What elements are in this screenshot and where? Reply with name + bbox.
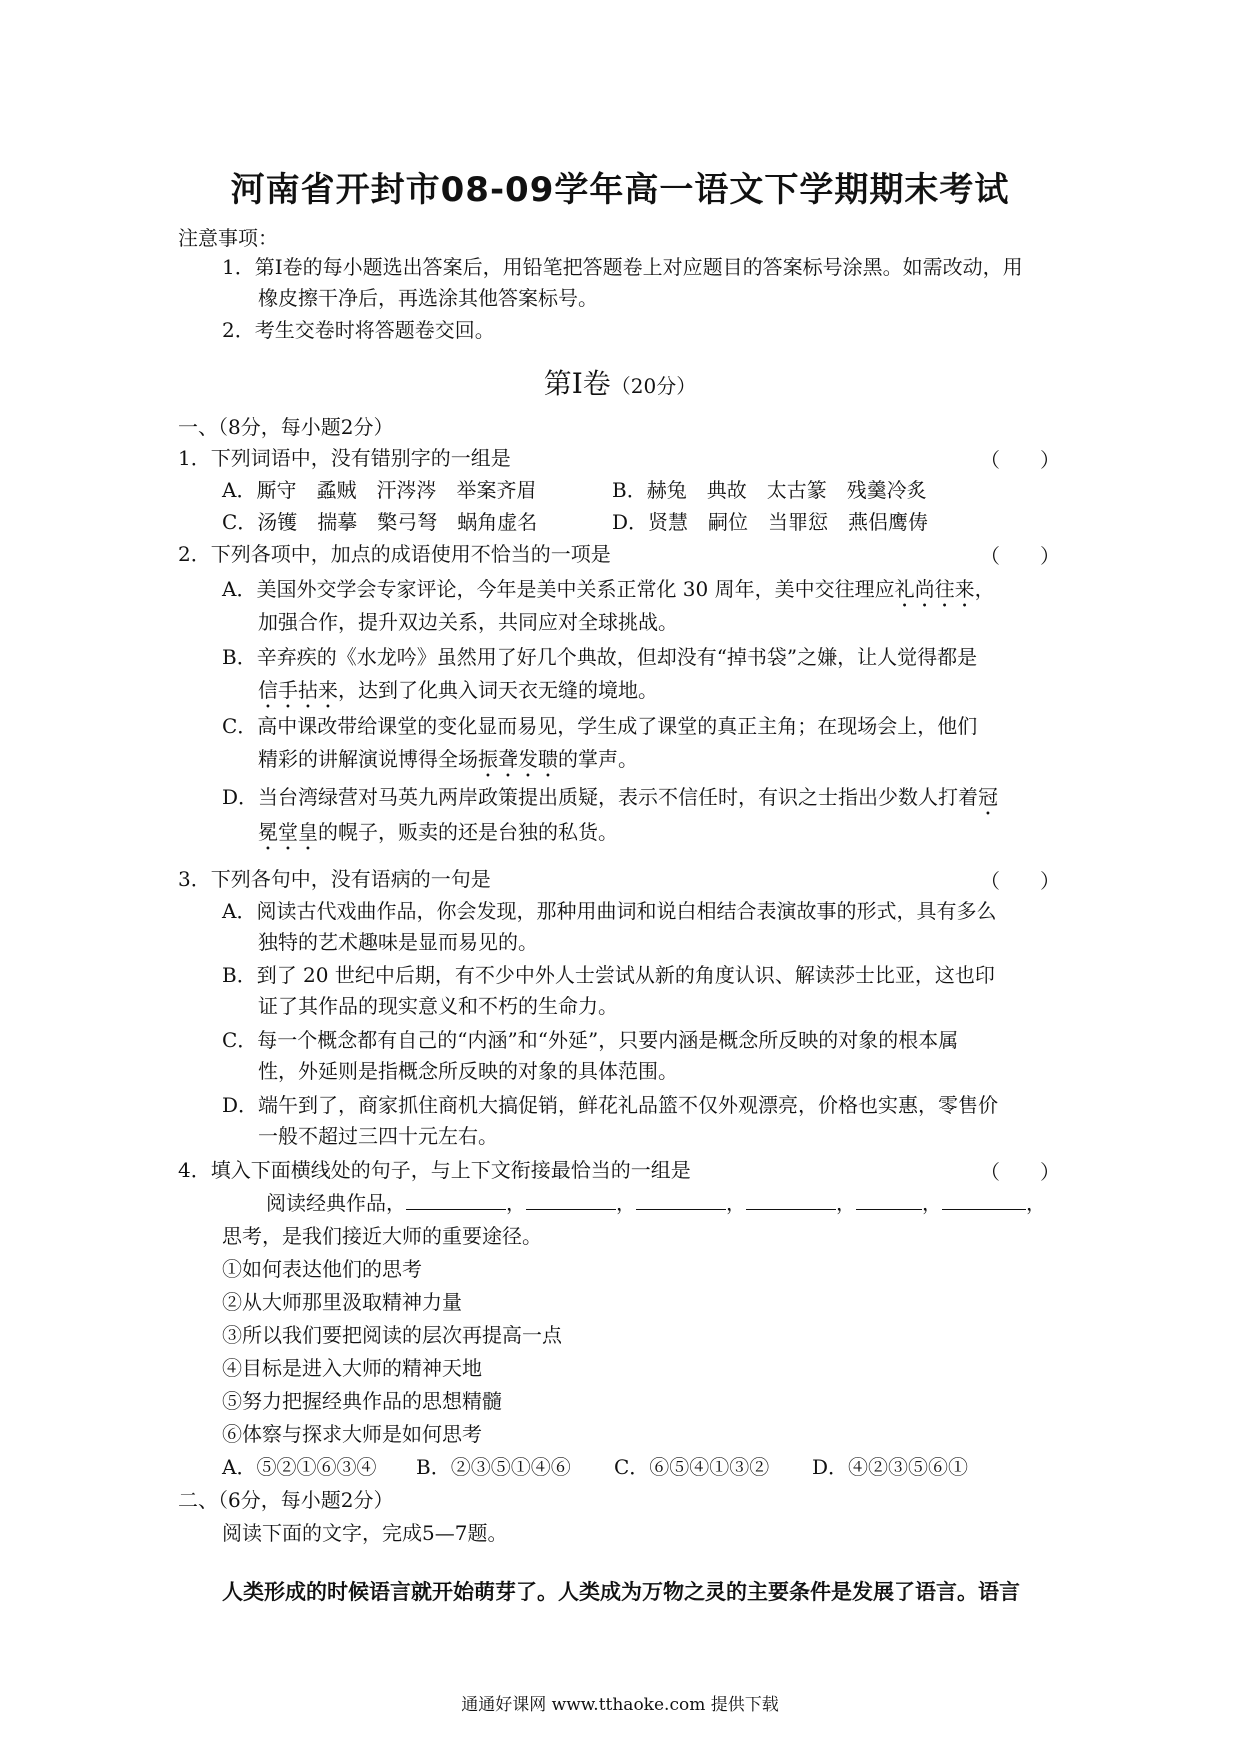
q2-c-text: 精彩的讲解演说博得全场 — [258, 747, 478, 771]
q2-option-b: B．辛弃疾的《水龙吟》虽然用了好几个典故，但却没有“掉书袋”之嫌，让人觉得都是 — [222, 645, 978, 669]
q4-blank-sentence — [266, 1189, 1046, 1217]
q2-d-dotted-idiom: 冕堂皇 — [258, 820, 318, 844]
volume-name: 第Ⅰ卷 — [543, 367, 611, 400]
q2-option-c: C．高中课改带给课堂的变化显而易见，学生成了课堂的真正主角；在现场会上，他们 — [222, 714, 978, 738]
q4-blank-4 — [746, 1189, 836, 1210]
q4-option-c: C．⑥⑤④①③② — [614, 1455, 770, 1479]
q4-comma: ， — [616, 1191, 636, 1215]
q1-option-b: B．赫兔 典故 太古篆 残羹冷炙 — [612, 478, 927, 502]
q3-answer-paren: （ ） — [980, 869, 1060, 893]
q3-option-c: C．每一个概念都有自己的“内涵”和“外延”，只要内涵是概念所反映的对象的根本属 — [222, 1028, 959, 1052]
q1-option-d: D．贤慧 嗣位 当罪愆 燕侣鹰俦 — [612, 510, 929, 534]
q2-option-a-cont: 加强合作，提升双边关系，共同应对全球挑战。 — [258, 610, 678, 634]
q2-answer-paren: （ ） — [980, 544, 1060, 568]
q2-stem: 2．下列各项中，加点的成语使用不恰当的一项是 — [178, 542, 611, 566]
q4-blank-6 — [942, 1189, 1026, 1210]
q2-b-dotted-idiom: 信手拈来 — [258, 678, 338, 702]
part-2-heading: 二、（6分，每小题2分） — [178, 1488, 394, 1512]
q4-option-d: D．④②③⑤⑥① — [812, 1455, 969, 1479]
volume-heading — [0, 362, 1240, 402]
q4-item-1: ①如何表达他们的思考 — [222, 1257, 422, 1281]
notice-item-1-cont: 橡皮擦干净后，再选涂其他答案标号。 — [258, 286, 598, 310]
q4-blank-5 — [856, 1189, 922, 1210]
q3-option-a-cont: 独特的艺术趣味是显而易见的。 — [258, 930, 538, 954]
q4-sentence-tail: 思考，是我们接近大师的重要途径。 — [222, 1224, 542, 1248]
q4-item-3: ③所以我们要把阅读的层次再提高一点 — [222, 1323, 562, 1347]
q2-a-dotted-idiom: 礼尚往来 — [894, 577, 975, 601]
q2-option-c-cont — [258, 745, 638, 782]
notice-item-1: 1．第Ⅰ卷的每小题选出答案后，用铅笔把答题卷上对应题目的答案标号涂黑。如需改动，用 — [222, 255, 1023, 279]
q2-b-text: ，达到了化典入词天衣无缝的境地。 — [338, 678, 658, 702]
q2-d-dotted-char: 冠 — [978, 785, 999, 809]
q2-d-text-end: 的幌子，贩卖的还是台独的私货。 — [318, 820, 618, 844]
q1-stem: 1．下列词语中，没有错别字的一组是 — [178, 446, 511, 470]
q4-blank-1 — [406, 1189, 506, 1210]
q3-option-b-cont: 证了其作品的现实意义和不朽的生命力。 — [258, 994, 618, 1018]
q4-lead: 阅读经典作品， — [266, 1191, 406, 1215]
q1-option-a: A．厮守 蟊贼 汗涔涔 举案齐眉 — [222, 478, 537, 502]
notice-item-2: 2．考生交卷时将答题卷交回。 — [222, 318, 495, 342]
q3-option-d: D．端午到了，商家抓住商机大搞促销，鲜花礼品篮不仅外观漂亮，价格也实惠，零售价 — [222, 1093, 999, 1117]
volume-score: （20分） — [610, 374, 697, 398]
q4-item-4: ④目标是进入大师的精神天地 — [222, 1356, 482, 1380]
notice-heading: 注意事项： — [178, 226, 278, 250]
q4-comma: ， — [836, 1191, 856, 1215]
q4-item-6: ⑥体察与探求大师是如何思考 — [222, 1422, 482, 1446]
q4-comma: ， — [922, 1191, 942, 1215]
q3-stem: 3．下列各句中，没有语病的一句是 — [178, 867, 491, 891]
q4-comma: ， — [506, 1191, 526, 1215]
q2-d-text: D．当台湾绿营对马英九两岸政策提出质疑，表示不信任时，有识之士指出少数人打着 — [222, 785, 979, 809]
q2-option-b-cont — [258, 676, 658, 713]
q4-option-a: A．⑤②①⑥③④ — [222, 1455, 377, 1479]
q3-option-b: B．到了 20 世纪中后期，有不少中外人士尝试从新的角度认识、解读莎士比亚，这也印 — [222, 963, 995, 987]
part-1-heading: 一、（8分，每小题2分） — [178, 415, 394, 439]
exam-title: 河南省开封市08-09学年高一语文下学期期末考试 — [230, 170, 1010, 210]
q2-option-d-cont — [258, 818, 618, 855]
q4-item-2: ②从大师那里汲取精神力量 — [222, 1290, 462, 1314]
q3-option-c-cont: 性，外延则是指概念所反映的对象的具体范围。 — [258, 1059, 678, 1083]
q2-c-dotted-idiom: 振聋发聩 — [478, 747, 558, 771]
q1-option-c: C．汤镬 揣摹 檠弓弩 蜗角虚名 — [222, 510, 538, 534]
q4-blank-3 — [636, 1189, 726, 1210]
q4-blank-2 — [526, 1189, 616, 1210]
q4-comma: ， — [1026, 1191, 1046, 1215]
q2-a-punct: ， — [974, 577, 995, 601]
q4-comma: ， — [726, 1191, 746, 1215]
q3-option-a: A．阅读古代戏曲作品，你会发现，那种用曲词和说白相结合表演故事的形式，具有多么 — [222, 899, 997, 923]
q2-c-text-end: 的掌声。 — [558, 747, 638, 771]
q4-item-5: ⑤努力把握经典作品的思想精髓 — [222, 1389, 502, 1413]
q2-option-a — [222, 575, 995, 612]
q1-answer-paren: （ ） — [980, 448, 1060, 472]
page-footer: 通通好课网 www.tthaoke.com 提供下载 — [461, 1695, 779, 1715]
q2-option-d — [222, 783, 998, 820]
reading-instruction: 阅读下面的文字，完成5—7题。 — [222, 1521, 508, 1545]
q4-stem: 4．填入下面横线处的句子，与上下文衔接最恰当的一组是 — [178, 1158, 691, 1182]
q4-answer-paren: （ ） — [980, 1160, 1060, 1184]
q2-a-text: A．美国外交学会专家评论，今年是美中关系正常化 30 周年，美中交往理应 — [222, 577, 895, 601]
q3-option-d-cont: 一般不超过三四十元左右。 — [258, 1124, 498, 1148]
q4-option-b: B．②③⑤①④⑥ — [416, 1455, 571, 1479]
passage-first-line: 人类形成的时候语言就开始萌芽了。人类成为万物之灵的主要条件是发展了语言。语言 — [222, 1580, 1020, 1604]
